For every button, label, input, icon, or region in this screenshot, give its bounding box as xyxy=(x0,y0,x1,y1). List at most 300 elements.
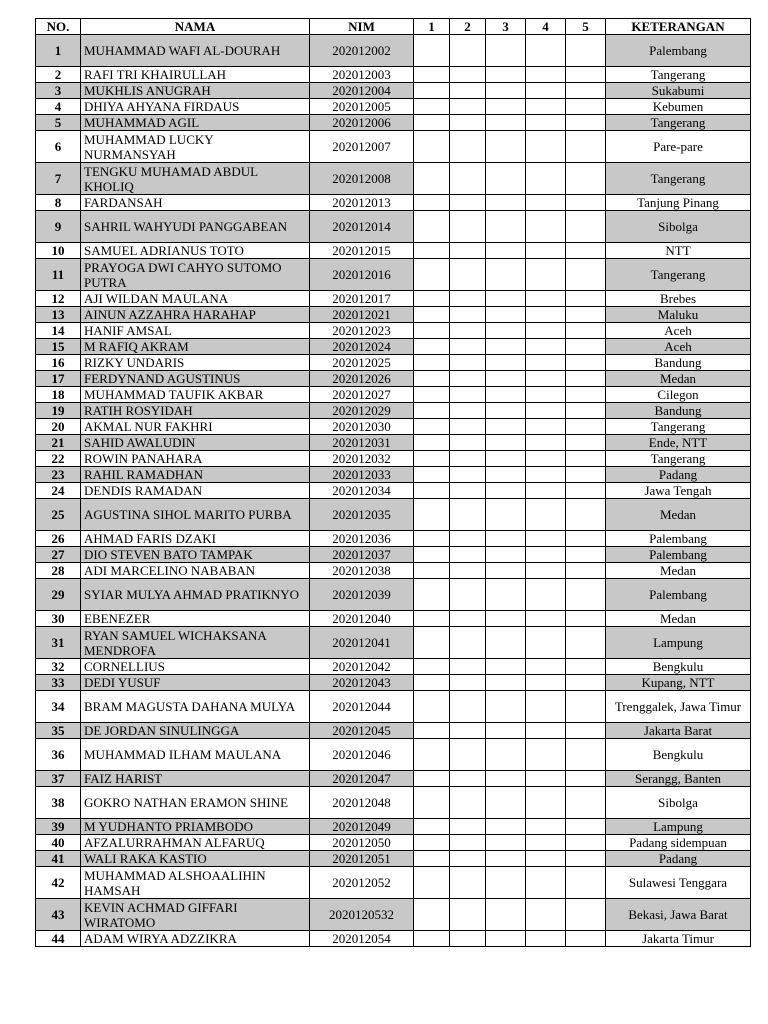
table-row xyxy=(36,339,751,355)
score-cell-2 xyxy=(450,835,486,851)
row-number: 19 xyxy=(36,403,81,419)
student-keterangan: Palembang xyxy=(606,547,751,563)
student-keterangan: Tangerang xyxy=(606,259,751,291)
student-name: RYAN SAMUEL WICHAKSANA MENDROFA xyxy=(81,627,310,659)
header-row xyxy=(36,19,751,35)
score-cell-5 xyxy=(566,931,606,947)
score-cell-1 xyxy=(414,83,450,99)
score-cell-1 xyxy=(414,691,450,723)
score-cell-2 xyxy=(450,195,486,211)
score-cell-2 xyxy=(450,115,486,131)
score-cell-1 xyxy=(414,611,450,627)
table-row xyxy=(36,211,751,243)
score-cell-4 xyxy=(526,115,566,131)
score-cell-2 xyxy=(450,675,486,691)
score-cell-3 xyxy=(486,83,526,99)
student-nim: 202012030 xyxy=(310,419,414,435)
student-name: AGUSTINA SIHOL MARITO PURBA xyxy=(81,499,310,531)
score-cell-4 xyxy=(526,323,566,339)
student-keterangan: Kebumen xyxy=(606,99,751,115)
score-cell-3 xyxy=(486,579,526,611)
score-cell-2 xyxy=(450,659,486,675)
student-keterangan: Padang xyxy=(606,851,751,867)
student-name: BRAM MAGUSTA DAHANA MULYA xyxy=(81,691,310,723)
score-cell-1 xyxy=(414,259,450,291)
student-name: MUHAMMAD WAFI AL-DOURAH xyxy=(81,35,310,67)
score-cell-3 xyxy=(486,547,526,563)
student-nim: 202012017 xyxy=(310,291,414,307)
header-score-5: 5 xyxy=(566,19,606,35)
table-row xyxy=(36,483,751,499)
score-cell-1 xyxy=(414,419,450,435)
score-cell-3 xyxy=(486,931,526,947)
student-name: FERDYNAND AGUSTINUS xyxy=(81,371,310,387)
student-keterangan: NTT xyxy=(606,243,751,259)
score-cell-3 xyxy=(486,131,526,163)
student-nim: 202012004 xyxy=(310,83,414,99)
table-row xyxy=(36,371,751,387)
student-nim: 202012008 xyxy=(310,163,414,195)
student-name: DHIYA AHYANA FIRDAUS xyxy=(81,99,310,115)
score-cell-3 xyxy=(486,371,526,387)
score-cell-2 xyxy=(450,899,486,931)
score-cell-5 xyxy=(566,419,606,435)
table-row xyxy=(36,867,751,899)
score-cell-2 xyxy=(450,259,486,291)
score-cell-5 xyxy=(566,435,606,451)
score-cell-5 xyxy=(566,115,606,131)
student-nim: 202012014 xyxy=(310,211,414,243)
score-cell-1 xyxy=(414,723,450,739)
student-name: RAHIL RAMADHAN xyxy=(81,467,310,483)
student-keterangan: Bengkulu xyxy=(606,739,751,771)
score-cell-4 xyxy=(526,307,566,323)
row-number: 17 xyxy=(36,371,81,387)
score-cell-2 xyxy=(450,851,486,867)
row-number: 24 xyxy=(36,483,81,499)
score-cell-2 xyxy=(450,99,486,115)
student-nim: 202012027 xyxy=(310,387,414,403)
table-body xyxy=(36,35,751,947)
score-cell-2 xyxy=(450,211,486,243)
score-cell-1 xyxy=(414,371,450,387)
row-number: 36 xyxy=(36,739,81,771)
score-cell-2 xyxy=(450,83,486,99)
score-cell-2 xyxy=(450,467,486,483)
score-cell-2 xyxy=(450,387,486,403)
score-cell-4 xyxy=(526,387,566,403)
student-keterangan: Tangerang xyxy=(606,163,751,195)
student-name: TENGKU MUHAMAD ABDUL KHOLIQ xyxy=(81,163,310,195)
score-cell-2 xyxy=(450,291,486,307)
student-nim: 202012034 xyxy=(310,483,414,499)
row-number: 11 xyxy=(36,259,81,291)
score-cell-5 xyxy=(566,99,606,115)
score-cell-5 xyxy=(566,739,606,771)
student-keterangan: Sukabumi xyxy=(606,83,751,99)
student-nim: 202012040 xyxy=(310,611,414,627)
table-row xyxy=(36,675,751,691)
table-row xyxy=(36,851,751,867)
row-number: 31 xyxy=(36,627,81,659)
row-number: 40 xyxy=(36,835,81,851)
score-cell-3 xyxy=(486,67,526,83)
score-cell-3 xyxy=(486,851,526,867)
row-number: 23 xyxy=(36,467,81,483)
student-name: RATIH ROSYIDAH xyxy=(81,403,310,419)
student-name: PRAYOGA DWI CAHYO SUTOMO PUTRA xyxy=(81,259,310,291)
score-cell-3 xyxy=(486,435,526,451)
student-nim: 202012036 xyxy=(310,531,414,547)
table-row xyxy=(36,579,751,611)
table-row xyxy=(36,611,751,627)
table-row xyxy=(36,739,751,771)
score-cell-3 xyxy=(486,35,526,67)
student-nim: 202012013 xyxy=(310,195,414,211)
student-keterangan: Tangerang xyxy=(606,67,751,83)
score-cell-2 xyxy=(450,451,486,467)
score-cell-5 xyxy=(566,867,606,899)
student-name: CORNELLIUS xyxy=(81,659,310,675)
student-keterangan: Palembang xyxy=(606,35,751,67)
score-cell-2 xyxy=(450,771,486,787)
score-cell-1 xyxy=(414,851,450,867)
score-cell-2 xyxy=(450,307,486,323)
student-name: AHMAD FARIS DZAKI xyxy=(81,531,310,547)
score-cell-1 xyxy=(414,67,450,83)
score-cell-4 xyxy=(526,787,566,819)
score-cell-2 xyxy=(450,403,486,419)
student-name: GOKRO NATHAN ERAMON SHINE xyxy=(81,787,310,819)
score-cell-3 xyxy=(486,819,526,835)
score-cell-1 xyxy=(414,835,450,851)
table-row xyxy=(36,419,751,435)
header-score-2: 2 xyxy=(450,19,486,35)
score-cell-1 xyxy=(414,563,450,579)
row-number: 4 xyxy=(36,99,81,115)
score-cell-5 xyxy=(566,835,606,851)
score-cell-2 xyxy=(450,531,486,547)
student-name: RAFI TRI KHAIRULLAH xyxy=(81,67,310,83)
student-keterangan: Tangerang xyxy=(606,419,751,435)
score-cell-1 xyxy=(414,163,450,195)
student-name: AJI WILDAN MAULANA xyxy=(81,291,310,307)
student-keterangan: Sibolga xyxy=(606,787,751,819)
score-cell-4 xyxy=(526,867,566,899)
score-cell-1 xyxy=(414,675,450,691)
table-row xyxy=(36,547,751,563)
score-cell-1 xyxy=(414,355,450,371)
student-nim: 202012024 xyxy=(310,339,414,355)
table-row xyxy=(36,691,751,723)
score-cell-4 xyxy=(526,339,566,355)
score-cell-4 xyxy=(526,355,566,371)
score-cell-3 xyxy=(486,723,526,739)
score-cell-4 xyxy=(526,627,566,659)
score-cell-5 xyxy=(566,67,606,83)
score-cell-5 xyxy=(566,83,606,99)
score-cell-4 xyxy=(526,835,566,851)
score-cell-5 xyxy=(566,675,606,691)
student-keterangan: Tangerang xyxy=(606,451,751,467)
attendance-table xyxy=(35,18,751,947)
table-row xyxy=(36,291,751,307)
student-nim: 202012007 xyxy=(310,131,414,163)
score-cell-3 xyxy=(486,835,526,851)
score-cell-4 xyxy=(526,563,566,579)
student-keterangan: Tangerang xyxy=(606,115,751,131)
score-cell-4 xyxy=(526,931,566,947)
score-cell-4 xyxy=(526,467,566,483)
student-keterangan: Jakarta Timur xyxy=(606,931,751,947)
score-cell-3 xyxy=(486,259,526,291)
student-nim: 202012044 xyxy=(310,691,414,723)
student-keterangan: Kupang, NTT xyxy=(606,675,751,691)
table-row xyxy=(36,323,751,339)
student-keterangan: Padang sidempuan xyxy=(606,835,751,851)
score-cell-3 xyxy=(486,323,526,339)
score-cell-1 xyxy=(414,531,450,547)
table-row xyxy=(36,67,751,83)
header-score-1: 1 xyxy=(414,19,450,35)
student-nim: 202012002 xyxy=(310,35,414,67)
score-cell-2 xyxy=(450,339,486,355)
table-row xyxy=(36,83,751,99)
student-keterangan: Bandung xyxy=(606,403,751,419)
score-cell-3 xyxy=(486,531,526,547)
student-name: MUHAMMAD AGIL xyxy=(81,115,310,131)
score-cell-4 xyxy=(526,131,566,163)
score-cell-2 xyxy=(450,35,486,67)
row-number: 37 xyxy=(36,771,81,787)
score-cell-1 xyxy=(414,35,450,67)
student-nim: 202012029 xyxy=(310,403,414,419)
row-number: 29 xyxy=(36,579,81,611)
student-keterangan: Bandung xyxy=(606,355,751,371)
row-number: 27 xyxy=(36,547,81,563)
student-keterangan: Maluku xyxy=(606,307,751,323)
score-cell-3 xyxy=(486,291,526,307)
header-nama: NAMA xyxy=(81,19,310,35)
score-cell-2 xyxy=(450,163,486,195)
score-cell-5 xyxy=(566,723,606,739)
score-cell-3 xyxy=(486,115,526,131)
student-nim: 202012051 xyxy=(310,851,414,867)
score-cell-4 xyxy=(526,35,566,67)
score-cell-5 xyxy=(566,691,606,723)
row-number: 26 xyxy=(36,531,81,547)
score-cell-2 xyxy=(450,67,486,83)
score-cell-1 xyxy=(414,771,450,787)
student-nim: 202012054 xyxy=(310,931,414,947)
score-cell-5 xyxy=(566,131,606,163)
score-cell-3 xyxy=(486,771,526,787)
student-keterangan: Jakarta Barat xyxy=(606,723,751,739)
student-keterangan: Medan xyxy=(606,371,751,387)
row-number: 3 xyxy=(36,83,81,99)
table-row xyxy=(36,435,751,451)
student-keterangan: Medan xyxy=(606,563,751,579)
score-cell-5 xyxy=(566,851,606,867)
student-name: RIZKY UNDARIS xyxy=(81,355,310,371)
score-cell-1 xyxy=(414,867,450,899)
score-cell-5 xyxy=(566,563,606,579)
row-number: 7 xyxy=(36,163,81,195)
score-cell-5 xyxy=(566,451,606,467)
student-keterangan: Pare-pare xyxy=(606,131,751,163)
table-row xyxy=(36,931,751,947)
student-nim: 202012025 xyxy=(310,355,414,371)
score-cell-2 xyxy=(450,547,486,563)
score-cell-2 xyxy=(450,371,486,387)
row-number: 2 xyxy=(36,67,81,83)
score-cell-5 xyxy=(566,387,606,403)
score-cell-1 xyxy=(414,547,450,563)
score-cell-5 xyxy=(566,355,606,371)
table-row xyxy=(36,819,751,835)
row-number: 28 xyxy=(36,563,81,579)
row-number: 6 xyxy=(36,131,81,163)
student-nim: 202012032 xyxy=(310,451,414,467)
score-cell-2 xyxy=(450,323,486,339)
row-number: 30 xyxy=(36,611,81,627)
score-cell-3 xyxy=(486,451,526,467)
score-cell-4 xyxy=(526,483,566,499)
score-cell-4 xyxy=(526,291,566,307)
score-cell-5 xyxy=(566,819,606,835)
score-cell-1 xyxy=(414,579,450,611)
header-keterangan: KETERANGAN xyxy=(606,19,751,35)
score-cell-4 xyxy=(526,659,566,675)
score-cell-3 xyxy=(486,611,526,627)
table-row xyxy=(36,771,751,787)
score-cell-5 xyxy=(566,163,606,195)
score-cell-1 xyxy=(414,627,450,659)
student-nim: 202012005 xyxy=(310,99,414,115)
score-cell-2 xyxy=(450,819,486,835)
student-keterangan: Brebes xyxy=(606,291,751,307)
score-cell-3 xyxy=(486,163,526,195)
student-name: EBENEZER xyxy=(81,611,310,627)
table-row xyxy=(36,451,751,467)
score-cell-4 xyxy=(526,403,566,419)
score-cell-3 xyxy=(486,211,526,243)
score-cell-1 xyxy=(414,387,450,403)
student-name: AINUN AZZAHRA HARAHAP xyxy=(81,307,310,323)
score-cell-1 xyxy=(414,787,450,819)
score-cell-2 xyxy=(450,867,486,899)
score-cell-2 xyxy=(450,611,486,627)
student-keterangan: Palembang xyxy=(606,579,751,611)
score-cell-5 xyxy=(566,259,606,291)
score-cell-5 xyxy=(566,467,606,483)
row-number: 18 xyxy=(36,387,81,403)
student-nim: 202012042 xyxy=(310,659,414,675)
header-score-3: 3 xyxy=(486,19,526,35)
score-cell-1 xyxy=(414,195,450,211)
row-number: 35 xyxy=(36,723,81,739)
table-row xyxy=(36,115,751,131)
score-cell-4 xyxy=(526,99,566,115)
student-nim: 202012045 xyxy=(310,723,414,739)
table-row xyxy=(36,355,751,371)
score-cell-4 xyxy=(526,579,566,611)
score-cell-1 xyxy=(414,99,450,115)
score-cell-4 xyxy=(526,499,566,531)
score-cell-4 xyxy=(526,547,566,563)
score-cell-4 xyxy=(526,899,566,931)
score-cell-1 xyxy=(414,819,450,835)
student-name: MUKHLIS ANUGRAH xyxy=(81,83,310,99)
header-no: NO. xyxy=(36,19,81,35)
score-cell-2 xyxy=(450,691,486,723)
table-row xyxy=(36,787,751,819)
score-cell-5 xyxy=(566,531,606,547)
score-cell-2 xyxy=(450,483,486,499)
score-cell-2 xyxy=(450,787,486,819)
row-number: 16 xyxy=(36,355,81,371)
table-row xyxy=(36,195,751,211)
score-cell-3 xyxy=(486,355,526,371)
student-name: WALI RAKA KASTIO xyxy=(81,851,310,867)
student-name: SAMUEL ADRIANUS TOTO xyxy=(81,243,310,259)
student-keterangan: Sulawesi Tenggara xyxy=(606,867,751,899)
row-number: 38 xyxy=(36,787,81,819)
score-cell-3 xyxy=(486,787,526,819)
score-cell-4 xyxy=(526,611,566,627)
score-cell-1 xyxy=(414,323,450,339)
score-cell-2 xyxy=(450,739,486,771)
student-keterangan: Sibolga xyxy=(606,211,751,243)
score-cell-5 xyxy=(566,243,606,259)
table-row xyxy=(36,307,751,323)
student-name: SAHRIL WAHYUDI PANGGABEAN xyxy=(81,211,310,243)
score-cell-1 xyxy=(414,339,450,355)
score-cell-3 xyxy=(486,243,526,259)
score-cell-2 xyxy=(450,931,486,947)
score-cell-1 xyxy=(414,483,450,499)
table-row xyxy=(36,899,751,931)
student-keterangan: Medan xyxy=(606,611,751,627)
student-name: AFZALURRAHMAN ALFARUQ xyxy=(81,835,310,851)
score-cell-3 xyxy=(486,339,526,355)
student-nim: 202012023 xyxy=(310,323,414,339)
student-name: M YUDHANTO PRIAMBODO xyxy=(81,819,310,835)
student-nim: 202012026 xyxy=(310,371,414,387)
score-cell-3 xyxy=(486,627,526,659)
score-cell-3 xyxy=(486,387,526,403)
student-keterangan: Lampung xyxy=(606,627,751,659)
student-nim: 202012048 xyxy=(310,787,414,819)
student-nim: 202012003 xyxy=(310,67,414,83)
student-nim: 202012049 xyxy=(310,819,414,835)
table-row xyxy=(36,531,751,547)
student-keterangan: Palembang xyxy=(606,531,751,547)
student-name: KEVIN ACHMAD GIFFARI WIRATOMO xyxy=(81,899,310,931)
row-number: 25 xyxy=(36,499,81,531)
table-row xyxy=(36,659,751,675)
score-cell-5 xyxy=(566,211,606,243)
student-nim: 2020120532 xyxy=(310,899,414,931)
student-name: DEDI YUSUF xyxy=(81,675,310,691)
table-row xyxy=(36,243,751,259)
score-cell-1 xyxy=(414,211,450,243)
row-number: 12 xyxy=(36,291,81,307)
header-score-4: 4 xyxy=(526,19,566,35)
student-nim: 202012050 xyxy=(310,835,414,851)
score-cell-5 xyxy=(566,403,606,419)
score-cell-3 xyxy=(486,675,526,691)
